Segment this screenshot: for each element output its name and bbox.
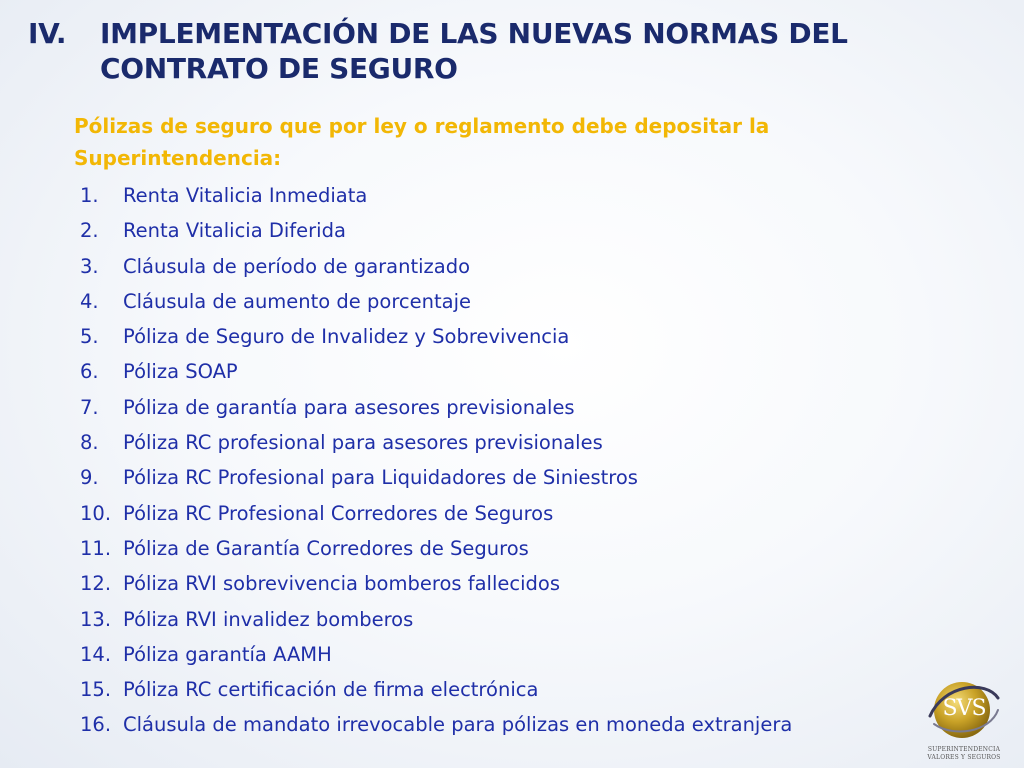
list-item-text: Póliza SOAP <box>123 360 238 384</box>
svs-logo-caption-line-1: SUPERINTENDENCIA <box>927 746 1001 753</box>
list-item-number: 11. <box>80 536 112 560</box>
list-item-text: Cláusula de aumento de porcentaje <box>123 289 471 313</box>
svs-logo-caption <box>924 746 1004 762</box>
list-item-number: 7. <box>80 395 99 419</box>
list-item <box>80 566 1020 601</box>
list-item <box>80 390 1020 425</box>
slide-subtitle <box>74 110 954 174</box>
list-item-text: Póliza RVI sobrevivencia bomberos fallecidos <box>123 572 560 596</box>
list-item-text: Póliza RC certificación de firma electrónica <box>123 678 539 702</box>
subtitle-line-2: Superintendencia: <box>74 146 282 170</box>
list-item-text: Póliza de Seguro de Invalidez y Sobrevivencia <box>123 325 570 349</box>
title-section-number: IV. <box>28 17 67 50</box>
list-item <box>80 637 1020 672</box>
list-item <box>80 284 1020 319</box>
list-item-number: 5. <box>80 325 99 349</box>
svs-logo <box>924 676 1004 764</box>
list-item-text: Póliza garantía AAMH <box>123 642 332 666</box>
list-item-number: 6. <box>80 360 99 384</box>
list-item-text: Póliza de garantía para asesores previsionales <box>123 395 575 419</box>
list-item-number: 16. <box>80 713 112 737</box>
list-item-number: 8. <box>80 431 99 455</box>
list-item-number: 10. <box>80 501 112 525</box>
list-item-text: Póliza RVI invalidez bomberos <box>123 607 414 631</box>
list-item <box>80 213 1020 248</box>
list-item-text: Renta Vitalicia Diferida <box>123 219 346 243</box>
list-item-number: 12. <box>80 572 112 596</box>
list-item <box>80 460 1020 495</box>
list-item <box>80 178 1020 213</box>
list-item-text: Póliza RC Profesional Corredores de Seguros <box>123 501 554 525</box>
title-line-1: IMPLEMENTACIÓN DE LAS NUEVAS NORMAS DEL <box>100 17 848 50</box>
policy-list <box>80 178 1020 743</box>
list-item-number: 2. <box>80 219 99 243</box>
list-item <box>80 354 1020 389</box>
svs-logo-letters: SVS <box>942 696 986 721</box>
list-item-number: 1. <box>80 184 99 207</box>
list-item <box>80 496 1020 531</box>
list-item-number: 4. <box>80 289 99 313</box>
list-item-text: Cláusula de mandato irrevocable para pólizas en moneda extranjera <box>123 713 793 737</box>
svs-logo-caption-line-2: VALORES Y SEGUROS <box>927 754 1001 761</box>
list-item-text: Póliza RC profesional para asesores previsionales <box>123 431 603 455</box>
list-item-number: 3. <box>80 254 99 278</box>
list-item <box>80 249 1020 284</box>
subtitle-line-1: Pólizas de seguro que por ley o reglamento debe depositar la <box>74 114 770 138</box>
list-item-number: 9. <box>80 466 99 490</box>
list-item-number: 14. <box>80 642 112 666</box>
list-item-number: 13. <box>80 607 112 631</box>
list-item <box>80 531 1020 566</box>
title-line-2: CONTRATO DE SEGURO <box>100 52 458 85</box>
title-text <box>100 16 920 86</box>
list-item <box>80 425 1020 460</box>
list-item <box>80 602 1020 637</box>
list-item <box>80 672 1020 707</box>
list-item-number: 15. <box>80 678 112 702</box>
list-item-text: Póliza de Garantía Corredores de Seguros <box>123 536 529 560</box>
list-item <box>80 707 1020 742</box>
list-item-text: Cláusula de período de garantizado <box>123 254 471 278</box>
list-item-text: Póliza RC Profesional para Liquidadores de Siniestros <box>123 466 638 490</box>
list-item <box>80 319 1020 354</box>
list-item-text: Renta Vitalicia Inmediata <box>123 184 368 207</box>
